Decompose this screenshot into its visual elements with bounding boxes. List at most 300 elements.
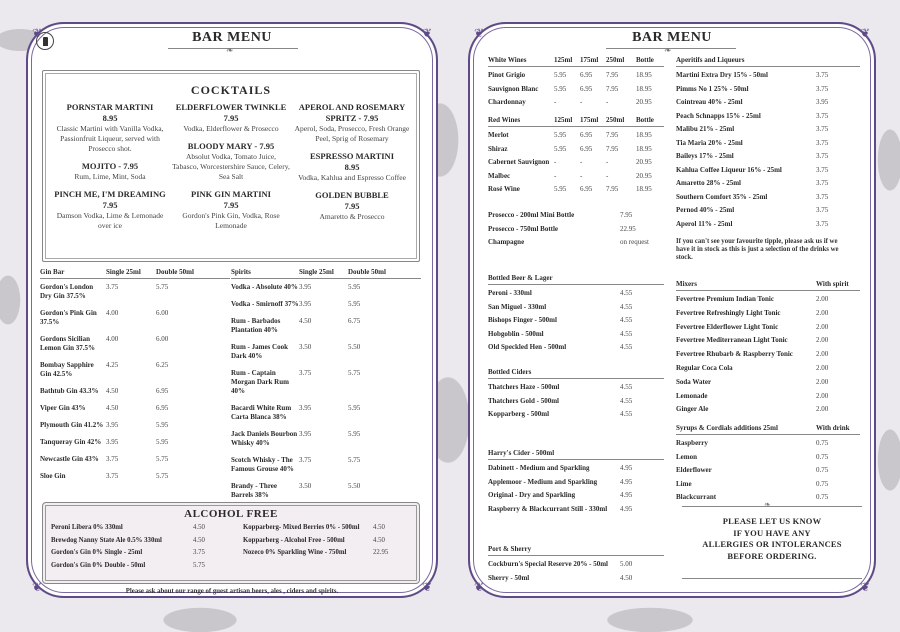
item-price: 5.75 — [156, 283, 169, 291]
item-price: 5.50 — [348, 482, 361, 490]
corner-ornament-icon: ❦ — [31, 580, 43, 594]
cocktail-description: Aperol, Soda, Prosecco, Fresh Orange Peel, Sprig of Rosemary — [294, 124, 410, 143]
white-wines-table — [488, 56, 664, 112]
item-name: Fevertree Premium Indian Tonic — [676, 295, 774, 303]
item-price: 18.95 — [636, 71, 652, 79]
item-name: Raspberry & Blackcurrant Still - 330ml — [488, 504, 608, 513]
column-header: 125ml — [554, 116, 573, 124]
item-price: 0.75 — [816, 439, 829, 447]
item-price: 3.75 — [299, 456, 312, 464]
item-price: 5.95 — [156, 438, 169, 446]
table-row — [488, 464, 664, 473]
table-row — [40, 455, 230, 464]
table-header — [676, 56, 860, 67]
item-name: Baileys 17% - 25ml — [676, 152, 734, 160]
item-name: Lemonade — [676, 391, 708, 400]
page-title: BAR MENU — [192, 30, 272, 45]
item-price: 3.95 — [816, 98, 829, 106]
item-price: 3.95 — [299, 404, 312, 412]
table-row — [488, 145, 664, 154]
item-price: 6.00 — [156, 335, 169, 343]
item-price: 3.75 — [299, 369, 312, 377]
item-price: 5.75 — [193, 561, 205, 569]
item-price: 6.00 — [156, 309, 169, 317]
red-wines-table — [488, 116, 664, 199]
table-row — [676, 466, 860, 475]
cocktail-description: Classic Martini with Vanilla Vodka, Passionfruit Liqueur, served with Prosecco shot. — [56, 124, 164, 153]
item-name: Peach Schnapps 15% - 25ml — [676, 111, 761, 120]
item-name: Brandy - Three Barrels 38% — [231, 482, 278, 499]
allergy-notice-line: BEFORE ORDERING. — [727, 550, 817, 561]
item-name: Bathtub Gin 43.3% — [40, 387, 99, 395]
corner-ornament-icon: ❦ — [473, 26, 485, 40]
item-price: 5.75 — [156, 472, 169, 480]
item-price: 3.75 — [816, 71, 829, 79]
item-price: 4.50 — [299, 317, 312, 325]
item-name: Champagne — [488, 238, 525, 246]
item-name: Blackcurrant — [676, 493, 717, 501]
item-price: 5.75 — [348, 456, 361, 464]
item-price: 4.55 — [620, 396, 633, 405]
item-name: Amaretto 28% - 25ml — [676, 179, 741, 187]
item-price: 2.00 — [816, 322, 829, 331]
column-header: White Wines — [488, 56, 527, 64]
item-price: - — [606, 98, 609, 106]
item-name: Gordon's Pink Gin 37.5% — [40, 309, 97, 326]
item-price: 5.95 — [348, 283, 361, 291]
table-row — [488, 330, 664, 339]
corner-ornament-icon: ❦ — [421, 580, 433, 594]
item-price: 5.95 — [554, 71, 567, 79]
corner-ornament-icon: ❦ — [421, 26, 433, 40]
cocktail-description: Vodka, Kahlua and Espresso Coffee — [298, 173, 406, 182]
item-name: Lime — [676, 479, 692, 488]
item-name: Bishops Finger - 500ml — [488, 316, 557, 324]
item-price: 18.95 — [636, 144, 652, 153]
item-price: 6.95 — [580, 84, 593, 93]
item-price: - — [580, 158, 583, 166]
item-price: 0.75 — [816, 466, 829, 474]
item-price: 4.50 — [193, 536, 205, 544]
item-price: 4.50 — [193, 524, 205, 531]
cocktail-description: Vodka, Elderflower & Prosecco — [183, 124, 279, 133]
item-name: Original - Dry and Sparkling — [488, 491, 576, 499]
item-price: 7.95 — [606, 84, 619, 93]
item-name: Southern Comfort 35% - 25ml — [676, 192, 768, 201]
cocktail-name: BLOODY MARY - 7.95 — [187, 141, 275, 151]
item-price: - — [606, 158, 609, 166]
bottled-ciders-table — [488, 368, 664, 424]
table-header — [488, 274, 664, 285]
table-row — [40, 283, 230, 301]
section-heading: Aperitifs and Liqueurs — [676, 56, 745, 64]
item-name: Fevertree Refreshingly Light Tonic — [676, 308, 781, 317]
table-row — [676, 480, 860, 489]
item-name: Cabernet Sauvignon — [488, 158, 550, 166]
item-name: Sherry - 50ml — [488, 573, 530, 582]
item-price: 22.95 — [620, 224, 636, 233]
divider — [682, 506, 862, 507]
item-price: 7.95 — [606, 144, 619, 153]
table-row — [676, 323, 860, 332]
item-price: 7.95 — [606, 71, 619, 79]
item-price: 5.95 — [554, 84, 567, 93]
syrups-table — [676, 424, 860, 507]
guest-drinks-note: Please ask about our range of guest artisan beers, ales , ciders and spirits. — [125, 588, 339, 595]
cocktail-description: Absolut Vodka, Tomato Juice, Tabasco, Worcestershire Sauce, Celery, Sea Salt — [172, 152, 290, 181]
table-row — [40, 361, 230, 379]
column-header: 125ml — [554, 56, 573, 64]
cocktail-item — [172, 141, 290, 182]
item-price: 6.95 — [580, 185, 593, 193]
item-name: Kahlua Coffee Liqueur 16% - 25ml — [676, 165, 782, 174]
item-price: 18.95 — [636, 84, 652, 93]
item-name: Elderflower — [676, 466, 712, 474]
table-row — [488, 491, 664, 500]
item-name: Gordon's London Dry Gin 37.5% — [40, 283, 94, 300]
item-name: Kopparberg - Alcohol Free - 500ml — [243, 536, 345, 544]
allergy-notice-line: PLEASE LET US KNOW — [722, 516, 822, 526]
item-name: Kopparberg - 500ml — [488, 410, 550, 418]
table-row — [51, 547, 231, 560]
table-row — [676, 179, 860, 188]
item-price: 6.25 — [156, 361, 169, 369]
item-price: 3.95 — [299, 283, 312, 291]
bottled-beer-table — [488, 274, 664, 357]
item-name: Plymouth Gin 41.2% — [40, 421, 104, 429]
right-menu-page — [468, 22, 876, 598]
section-heading: Bottled Ciders — [488, 368, 532, 376]
cocktail-item — [172, 189, 290, 231]
table-row — [488, 71, 664, 80]
table-row — [231, 283, 421, 292]
table-row — [488, 303, 664, 312]
item-price: 0.75 — [816, 479, 829, 488]
table-row — [488, 131, 664, 140]
item-name: Pimms No 1 25% - 50ml — [676, 84, 749, 93]
item-name: Sloe Gin — [40, 472, 66, 480]
table-row — [676, 220, 860, 229]
table-row — [51, 535, 231, 548]
table-row — [676, 336, 860, 345]
table-row — [676, 295, 860, 304]
item-price: 3.95 — [106, 421, 119, 429]
item-name: Prosecco - 200ml Mini Bottle — [488, 211, 575, 219]
item-name: Bacardi White Rum Carta Blanca 38% — [231, 404, 292, 421]
item-name: San Miguel - 330ml — [488, 302, 547, 311]
table-row — [488, 383, 664, 392]
item-price: 5.75 — [348, 369, 361, 377]
item-name: Pinot Grigio — [488, 71, 526, 79]
item-price: 3.75 — [816, 125, 829, 133]
item-price: 4.50 — [620, 573, 633, 582]
item-name: Applemoor - Medium and Sparkling — [488, 477, 598, 486]
table-row — [676, 139, 860, 148]
column-header: Syrups & Cordials additions 25ml — [676, 424, 778, 432]
item-name: Thatchers Haze - 500ml — [488, 383, 560, 391]
cocktail-name: APEROL AND ROSEMARY SPRITZ - 7.95 — [298, 102, 406, 123]
table-row — [40, 387, 230, 396]
table-row — [51, 522, 231, 535]
item-price: 5.95 — [348, 404, 361, 412]
table-row — [676, 453, 860, 462]
item-price: 0.75 — [816, 493, 829, 501]
item-name: Sauvignon Blanc — [488, 84, 539, 93]
item-name: Gordons Sicilian Lemon Gin 37.5% — [40, 335, 96, 352]
section-heading: ALCOHOL FREE — [184, 508, 278, 520]
item-name: Cockburn's Special Reserve 20% - 50ml — [488, 560, 608, 568]
table-row — [488, 316, 664, 325]
cocktail-item — [51, 161, 169, 182]
item-name: Merlot — [488, 131, 509, 139]
item-price: 2.00 — [816, 405, 829, 414]
cocktail-name: PINCH ME, I'M DREAMING — [54, 189, 166, 199]
table-row — [40, 404, 230, 413]
cocktail-description: Gordon's Pink Gin, Vodka, Rose Lemonade — [182, 211, 280, 230]
item-price: - — [580, 171, 583, 180]
item-price: 3.95 — [299, 430, 312, 438]
cocktail-name: ESPRESSO MARTINI — [309, 151, 394, 161]
table-row — [51, 560, 231, 573]
cocktail-name: GOLDEN BUBBLE — [315, 190, 389, 200]
aperitifs-table — [676, 56, 860, 233]
mixers-table — [676, 280, 860, 419]
item-name: Gordon's Gin 0% Single - 25ml — [51, 549, 143, 556]
table-row — [488, 505, 664, 514]
item-price: 3.75 — [816, 192, 829, 201]
cocktail-name: PINK GIN MARTINI — [191, 189, 271, 199]
section-heading: Bottled Beer & Lager — [488, 274, 553, 282]
item-price: 3.75 — [816, 179, 829, 187]
table-row — [676, 364, 860, 373]
corner-ornament-icon: ❦ — [31, 26, 43, 40]
table-row — [488, 98, 664, 107]
item-name: Peroni Libera 0% 330ml — [51, 524, 123, 531]
table-row — [488, 478, 664, 487]
section-heading: Harry's Cider - 500ml — [488, 449, 555, 457]
item-name: Vodka - Absolute 40% — [231, 283, 298, 291]
flourish-icon: ❧ — [664, 45, 672, 55]
cocktail-item — [51, 102, 169, 154]
table-row — [231, 343, 421, 361]
item-price: 6.95 — [580, 144, 593, 153]
item-price: 2.00 — [816, 295, 829, 303]
item-name: Rosé Wine — [488, 185, 520, 193]
column-header: 175ml — [580, 116, 599, 124]
item-name: Old Speckled Hen - 500ml — [488, 343, 567, 351]
item-price: 4.55 — [620, 343, 633, 351]
item-name: Newcastle Gin 43% — [40, 455, 99, 463]
table-row — [231, 300, 421, 309]
item-price: 4.50 — [373, 524, 385, 531]
cocktail-price: 7.95 — [102, 200, 118, 210]
cocktail-item — [172, 102, 290, 134]
item-price: 6.95 — [580, 131, 593, 139]
corner-ornament-icon: ❦ — [473, 580, 485, 594]
item-name: Shiraz — [488, 144, 508, 153]
item-name: Malbec — [488, 171, 511, 180]
table-row — [676, 98, 860, 107]
table-row — [676, 112, 860, 121]
item-name: Chardonnay — [488, 98, 526, 106]
column-header: Double 50ml — [348, 268, 386, 276]
item-price: 6.95 — [156, 387, 169, 395]
table-header — [488, 56, 664, 67]
cocktail-column — [293, 102, 411, 238]
item-price: 7.95 — [620, 211, 633, 219]
cocktails-section — [42, 70, 420, 262]
table-row — [243, 547, 411, 560]
item-name: Aperol 11% - 25ml — [676, 219, 733, 228]
cocktail-name: PORNSTAR MARTINI — [66, 102, 154, 112]
table-row — [488, 397, 664, 406]
cocktail-name: MOJITO - 7.95 — [81, 161, 139, 171]
table-header — [488, 116, 664, 127]
item-price: 2.00 — [816, 363, 829, 372]
column-header: 250ml — [606, 116, 625, 124]
table-row — [488, 158, 664, 167]
table-row — [488, 85, 664, 94]
item-name: Jack Daniels Bourbon Whisky 40% — [231, 430, 298, 447]
cocktail-description: Damson Vodka, Lime & Lemonade over ice — [56, 211, 164, 230]
item-name: Prosecco - 750ml Bottle — [488, 224, 559, 233]
table-header — [488, 449, 664, 460]
cocktail-item — [293, 190, 411, 222]
item-name: Rum - James Cook Dark 40% — [231, 343, 288, 360]
cocktail-price: 7.95 — [344, 201, 360, 211]
table-row — [676, 85, 860, 94]
table-row — [676, 439, 860, 448]
item-price: 5.95 — [554, 131, 567, 139]
item-price: 3.75 — [106, 283, 119, 291]
allergy-notice-line: ALLERGIES OR INTOLERANCES — [702, 539, 842, 549]
item-price: 3.75 — [816, 219, 829, 228]
table-row — [40, 421, 230, 430]
harrys-cider-table — [488, 449, 664, 518]
item-price: 5.95 — [156, 421, 169, 429]
item-price: 5.95 — [554, 144, 567, 153]
table-row — [676, 405, 860, 414]
allergy-notice-line: IF YOU HAVE ANY — [733, 527, 811, 538]
item-name: Soda Water — [676, 377, 712, 386]
item-name: Tia Maria 20% - 25ml — [676, 138, 743, 147]
item-name: Rum - Barbados Plantation 40% — [231, 317, 281, 334]
item-price: 4.55 — [620, 329, 633, 338]
table-header — [40, 268, 230, 279]
allergy-notice — [676, 516, 868, 562]
item-name: Thatchers Gold - 500ml — [488, 396, 559, 405]
cocktail-item — [51, 189, 169, 231]
item-price: 20.95 — [636, 158, 652, 166]
item-name: Rum - Captain Morgan Dark Rum 40% — [231, 369, 289, 395]
item-price: - — [580, 98, 583, 106]
item-name: Pernod 40% - 25ml — [676, 206, 735, 214]
item-price: 2.00 — [816, 377, 829, 386]
item-name: Tanqueray Gin 42% — [40, 438, 102, 446]
table-row — [243, 522, 411, 535]
table-row — [231, 317, 421, 335]
item-price: 4.95 — [620, 464, 633, 472]
table-row — [231, 404, 421, 422]
table-row — [488, 185, 664, 194]
cocktail-item — [293, 151, 411, 183]
item-name: Scotch Whisky - The Famous Grouse 40% — [231, 456, 294, 473]
table-row — [676, 378, 860, 387]
section-heading: COCKTAILS — [190, 83, 272, 97]
cocktail-item — [293, 102, 411, 144]
item-price: 4.95 — [620, 477, 633, 486]
item-price: 3.75 — [106, 472, 119, 480]
cocktail-price: 7.95 — [223, 200, 239, 210]
item-name: Hobgoblin - 500ml — [488, 329, 544, 338]
item-price: 2.00 — [816, 308, 829, 317]
column-header: Gin Bar — [40, 268, 65, 276]
item-price: 6.95 — [580, 71, 593, 79]
item-name: Fevertree Elderflower Light Tonic — [676, 322, 779, 331]
item-price: - — [606, 171, 609, 180]
item-price: 4.55 — [620, 289, 633, 297]
cocktail-column — [51, 102, 169, 238]
table-row — [488, 560, 664, 569]
item-name: Bombay Sapphire Gin 42.5% — [40, 361, 94, 378]
sparkling-table — [488, 211, 664, 252]
item-price: 4.55 — [620, 410, 633, 418]
item-price: 3.75 — [193, 549, 205, 556]
item-price: 20.95 — [636, 171, 652, 180]
item-name: Vodka - Smirnoff 37% — [231, 300, 299, 308]
corner-ornament-icon: ❦ — [859, 580, 871, 594]
item-price: 4.50 — [373, 536, 385, 544]
table-header — [676, 280, 860, 291]
table-row — [40, 309, 230, 327]
table-row — [231, 369, 421, 396]
table-row — [488, 225, 664, 234]
divider — [682, 578, 862, 579]
tipple-note: If you can't see your favourite tipple, please ask us if we have it in stock as this is just a selection of the drinks we stock. — [676, 238, 839, 261]
item-price: 2.00 — [816, 350, 829, 359]
table-header — [231, 268, 421, 279]
section-heading: Port & Sherry — [488, 545, 532, 553]
item-price: 5.75 — [156, 455, 169, 463]
item-price: 7.95 — [606, 185, 619, 193]
corner-ornament-icon: ❦ — [859, 26, 871, 40]
table-row — [488, 289, 664, 298]
column-header: Mixers — [676, 280, 697, 288]
column-header: Double 50ml — [156, 268, 194, 276]
table-row — [40, 335, 230, 353]
item-name: Peroni - 330ml — [488, 289, 532, 297]
item-price: 18.95 — [636, 185, 652, 193]
item-price: 4.95 — [620, 504, 633, 513]
item-price: 22.95 — [373, 549, 389, 556]
item-price: - — [554, 98, 557, 106]
item-name: Brewdog Nanny State Ale 0.5% 330ml — [51, 536, 162, 544]
table-row — [676, 71, 860, 80]
item-price: 3.50 — [299, 343, 312, 351]
item-price: 3.75 — [816, 111, 829, 120]
table-header — [676, 424, 860, 435]
cocktail-price: 8.95 — [102, 113, 118, 123]
item-price: 5.00 — [620, 560, 633, 568]
column-header: 250ml — [606, 56, 625, 64]
table-row — [488, 172, 664, 181]
item-price: 18.95 — [636, 131, 652, 139]
column-header: 175ml — [580, 56, 599, 64]
item-price: 3.75 — [816, 206, 829, 214]
column-header: With spirit — [816, 280, 849, 288]
item-price: 4.25 — [106, 361, 119, 369]
cocktail-name: ELDERFLOWER TWINKLE — [175, 102, 287, 112]
